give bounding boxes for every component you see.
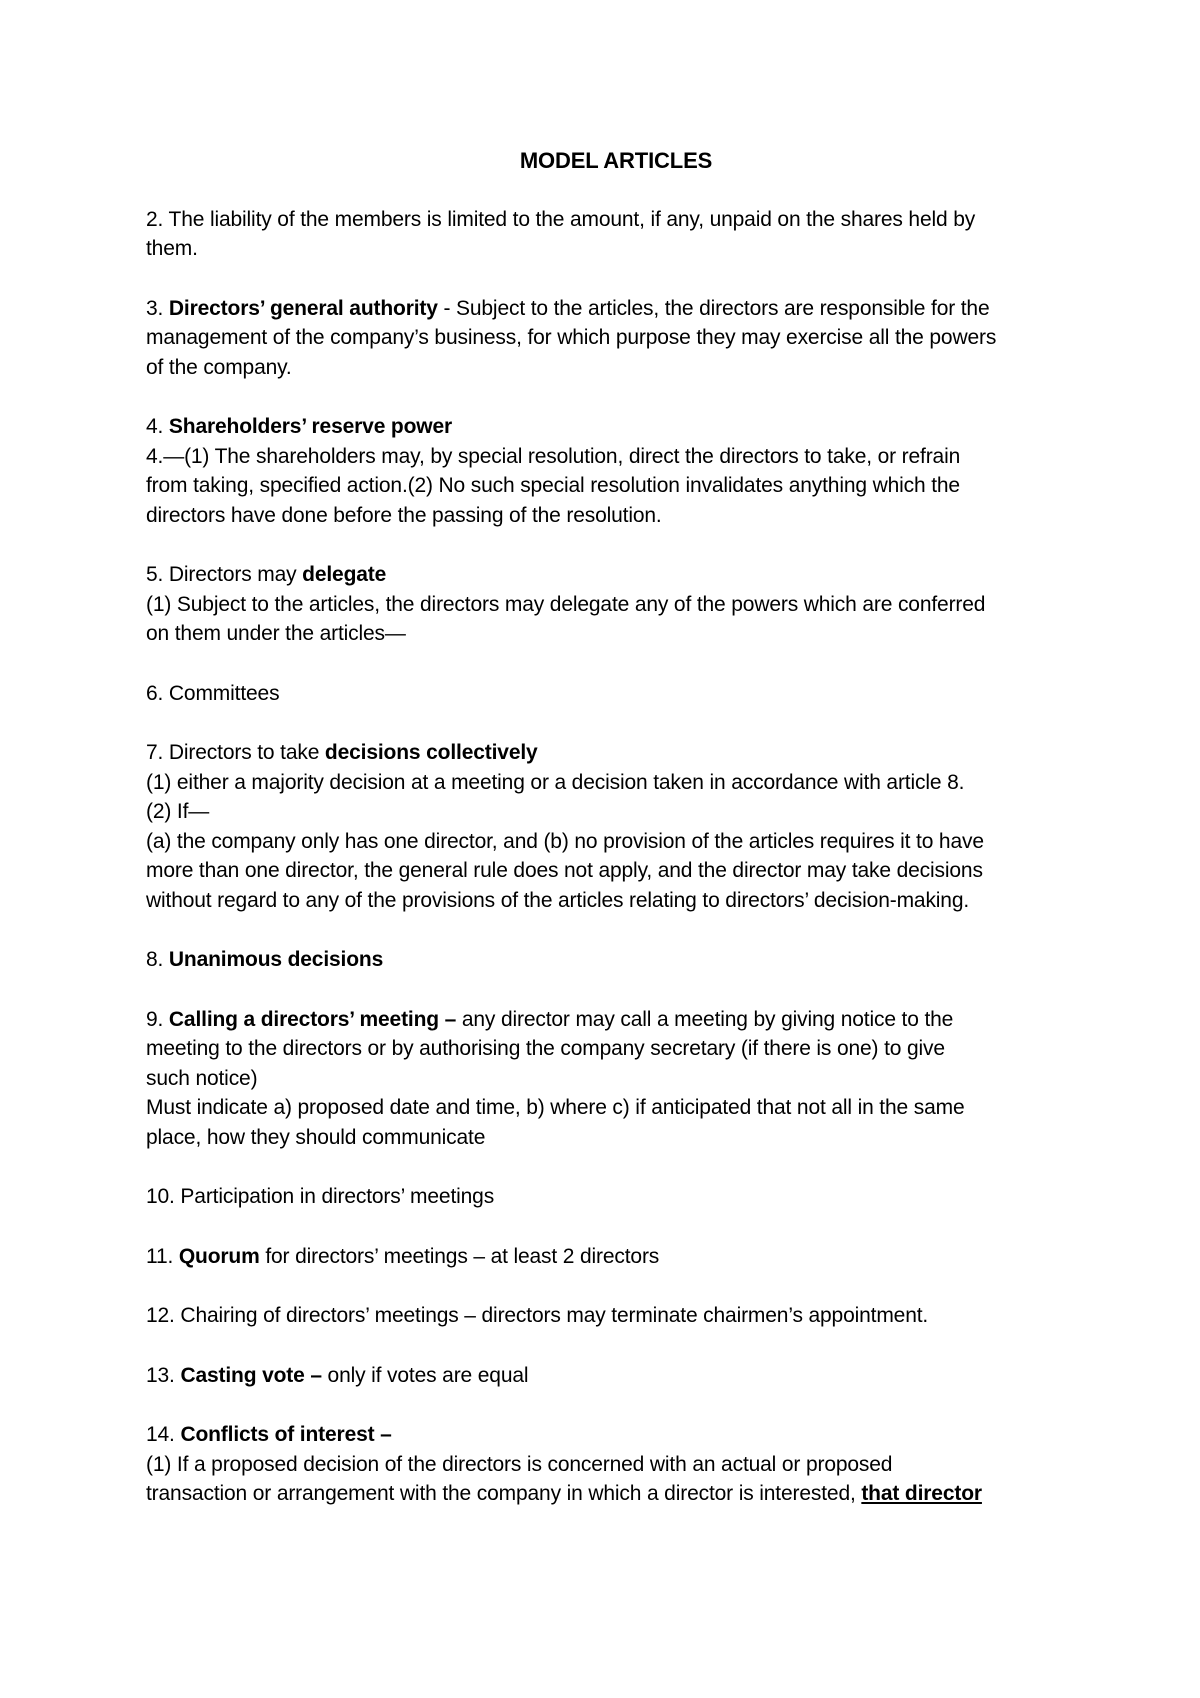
- article-4-heading-line: [146, 412, 1076, 442]
- article-10-heading: 10. Participation in directors’ meetings: [146, 1185, 495, 1208]
- article-4-heading: Shareholders’ reserve power: [168, 415, 452, 438]
- article-9-text: any director may call a meeting by giving notice to the: [456, 1007, 954, 1031]
- article-10: [146, 1182, 1076, 1212]
- document-body: [146, 146, 1076, 1539]
- article-2-line: them.: [146, 237, 198, 260]
- article-9-line: Must indicate a) proposed date and time, b) where c) if anticipated that not all in the same: [146, 1096, 965, 1119]
- article-14-number: 14.: [146, 1423, 181, 1446]
- article-7-line: (1) either a majority decision at a meeting or a decision taken in accordance with article 8.: [146, 770, 965, 794]
- article-11: [146, 1242, 1076, 1272]
- article-7-line: (2) If—: [146, 800, 210, 823]
- article-8: [146, 945, 1076, 975]
- article-7-heading: decisions collectively: [324, 741, 538, 764]
- article-7-prefix: 7. Directors to take: [146, 741, 325, 764]
- page-title: MODEL ARTICLES: [519, 148, 713, 173]
- article-3: [146, 294, 1076, 383]
- article-11-line: [146, 1242, 1076, 1272]
- article-14-heading-line: [146, 1420, 1076, 1450]
- article-11-heading: Quorum: [178, 1244, 260, 1268]
- article-3-line: management of the company’s business, for which purpose they may exercise all the powers: [146, 326, 997, 349]
- article-5-heading: delegate: [302, 563, 387, 586]
- article-9-first-line: [146, 1005, 1076, 1035]
- article-4: [146, 412, 1076, 530]
- article-9-number: 9.: [146, 1007, 169, 1031]
- article-14: [146, 1420, 1076, 1509]
- article-13-heading: Casting vote –: [180, 1363, 322, 1387]
- article-13-text: only if votes are equal: [321, 1363, 529, 1387]
- article-14-heading: Conflicts of interest –: [180, 1423, 392, 1446]
- article-4-line: from taking, specified action.(2) No such special resolution invalidates anything which the: [146, 474, 960, 497]
- article-9-line: place, how they should communicate: [146, 1125, 486, 1149]
- article-4-number: 4.: [146, 415, 169, 438]
- article-11-number: 11.: [146, 1244, 179, 1268]
- article-13: [146, 1361, 1076, 1391]
- article-14-text: transaction or arrangement with the company in which a director is interested,: [146, 1482, 862, 1505]
- article-12-line: 12. Chairing of directors’ meetings – directors may terminate chairmen’s appointment.: [146, 1304, 929, 1327]
- article-5-prefix: 5. Directors may: [146, 563, 303, 586]
- article-5: [146, 560, 1076, 649]
- article-9-line: such notice): [146, 1066, 258, 1090]
- article-4-line: 4.—(1) The shareholders may, by special resolution, direct the directors to take, or refrain: [146, 444, 961, 468]
- article-7-line: without regard to any of the provisions of the articles relating to directors’ decision-making.: [146, 888, 970, 912]
- article-6: [146, 679, 1076, 709]
- article-3-text: - Subject to the articles, the directors are responsible for the: [437, 296, 990, 320]
- article-5-heading-line: [146, 560, 1076, 590]
- article-13-number: 13.: [146, 1363, 181, 1387]
- article-14-line: [146, 1479, 1076, 1509]
- article-14-line: (1) If a proposed decision of the directors is concerned with an actual or proposed: [146, 1452, 893, 1476]
- article-5-line: (1) Subject to the articles, the directors may delegate any of the powers which are conferred: [146, 592, 986, 616]
- article-6-heading: 6. Committees: [146, 681, 280, 705]
- article-5-line: on them under the articles—: [146, 622, 406, 645]
- article-8-heading-line: [146, 945, 1076, 975]
- article-7: [146, 738, 1076, 915]
- article-3-heading: Directors’ general authority: [168, 296, 438, 320]
- article-8-number: 8.: [146, 948, 169, 971]
- article-2-line: 2. The liability of the members is limited to the amount, if any, unpaid on the shares held by: [146, 207, 976, 231]
- article-14-emphasis: that director: [861, 1482, 982, 1505]
- article-3-number: 3.: [146, 296, 169, 320]
- article-4-line: directors have done before the passing of the resolution.: [146, 503, 662, 527]
- article-3-line: of the company.: [146, 355, 292, 379]
- article-2: [146, 205, 1076, 264]
- article-9-heading: Calling a directors’ meeting –: [168, 1007, 457, 1031]
- article-7-line: more than one director, the general rule does not apply, and the director may take decisions: [146, 859, 983, 882]
- article-12: [146, 1301, 1076, 1331]
- article-9: [146, 1005, 1076, 1153]
- article-8-heading: Unanimous decisions: [168, 948, 384, 971]
- article-3-first-line: [146, 294, 1076, 324]
- article-13-line: [146, 1361, 1076, 1391]
- article-9-line: meeting to the directors or by authorising the company secretary (if there is one) to give: [146, 1037, 945, 1060]
- article-11-text: for directors’ meetings – at least 2 directors: [259, 1244, 660, 1268]
- article-7-heading-line: [146, 738, 1076, 768]
- article-7-line: (a) the company only has one director, and (b) no provision of the articles requires it to have: [146, 829, 984, 853]
